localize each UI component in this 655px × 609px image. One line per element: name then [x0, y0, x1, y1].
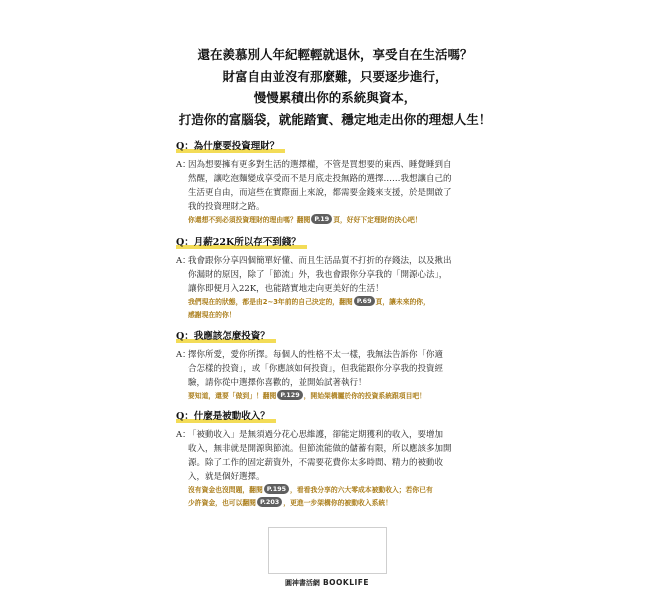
note-text: 少許資金，也可以翻閱 [188, 499, 256, 507]
answer-mark: A： [176, 160, 191, 170]
answer [176, 254, 476, 322]
page-reference-note [188, 484, 476, 497]
intro-line: 還在羨慕別人年紀輕輕就退休，享受自在生活嗎？ [197, 47, 473, 62]
answer-body [188, 348, 476, 403]
answer-line: 「被動收入」是無須過分花心思維護，卻能定期獲利的收入，要增加 [188, 430, 444, 440]
note-text: 我們現在的狀態，都是由2~3年前的自己決定的，翻閱 [188, 298, 353, 306]
note-text: ，開始架構屬於你的投資系統跟項目吧！ [303, 392, 426, 400]
answer-body [188, 254, 476, 322]
answer-line: 收入，無非就是開源與節流。但節流能做的儲蓄有限，所以應該多加開 [188, 444, 452, 454]
qa-block-4 [176, 404, 476, 510]
note-text: 你還想不到必須投資理財的理由嗎？翻閱 [188, 216, 311, 224]
publisher-name: 圓神書活網 [284, 579, 320, 587]
intro-line: 慢慢累積出你的系統與資本， [253, 90, 417, 105]
page-tag: P.19 [311, 214, 332, 224]
answer-line: 源。除了工作的固定薪資外，不需要花費你太多時間、精力的被動收 [188, 458, 444, 468]
note-text: 頁，好好下定理財的決心吧！ [333, 216, 422, 224]
answer [176, 158, 476, 227]
page-reference-note [188, 296, 476, 309]
question-heading: Q：什麼是被動收入？ [176, 410, 276, 423]
intro-heading [150, 44, 520, 130]
answer-line: 合怎樣的投資」，或「你應該如何投資」，但我能跟你分享我的投資經 [188, 364, 444, 374]
question-heading: Q：月薪22K所以存不到錢？ [176, 236, 307, 249]
answer [176, 348, 476, 403]
answer-line: 生活更自由，而這些在實際面上來說，都需要金錢來支援，於是開啟了 [188, 188, 452, 198]
answer-body [188, 428, 476, 510]
answer-line: 然醒，讓吃泡麵變成享受而不是月底走投無路的選擇……我想讓自己的 [188, 174, 452, 184]
answer-line: 我會跟你分享四個簡單好懂、而且生活品質不打折的存錢法，以及揪出 [188, 256, 452, 266]
answer-line: 因為想要擁有更多對生活的選擇權，不管是買想要的東西、睡覺睡到自 [188, 160, 452, 170]
note-text: 要知道，還要「做到」！翻閱 [188, 392, 277, 400]
question-heading: Q：我應該怎麼投資？ [176, 330, 276, 343]
page-tag: P.203 [257, 497, 282, 507]
note-text: ，看看我分享的六大零成本被動收入；若你已有 [290, 486, 433, 494]
note-text: 頁，讓未來的你， [375, 298, 430, 306]
qa-block-3 [176, 324, 476, 403]
note-text: 沒有資金也沒問題，翻閱 [188, 486, 263, 494]
answer-mark: A： [176, 350, 191, 360]
publisher-footer [252, 578, 402, 588]
booklife-logo: BOOKLIFE [322, 578, 370, 587]
answer-line: 我的投資理財之路。 [188, 202, 265, 212]
question-heading: Q：為什麼要投資理財？ [176, 140, 285, 153]
qa-block-1 [176, 134, 476, 227]
answer-line: 入，就是個好選擇。 [188, 472, 265, 482]
page-reference-note [188, 390, 476, 403]
page-reference-note [188, 214, 476, 227]
page-tag: P.195 [264, 484, 289, 494]
answer-body [188, 158, 476, 227]
answer-line: 讓你即便月入22K，也能踏實地走向更美好的生活！ [188, 284, 384, 294]
page-reference-note [188, 309, 476, 322]
note-text: ，更進一步架構你的被動收入系統！ [283, 499, 392, 507]
page-tag: P.129 [277, 390, 302, 400]
intro-line: 財富自由並沒有那麼難，只要逐步進行， [222, 68, 448, 84]
answer-mark: A： [176, 430, 191, 440]
answer [176, 428, 476, 510]
note-text: 感謝現在的你！ [188, 311, 236, 319]
answer-mark: A： [176, 256, 191, 266]
intro-line: 打造你的富腦袋，就能踏實、穩定地走出你的理想人生！ [178, 111, 492, 127]
qa-block-2 [176, 230, 476, 322]
image-placeholder-box [268, 527, 387, 574]
answer-line: 你漏財的原因，除了「節流」外，我也會跟你分享我的「開源心法」， [188, 270, 448, 280]
page-reference-note [188, 497, 476, 510]
page-tag: P.69 [354, 296, 375, 306]
answer-line: 擇你所愛，愛你所擇。每個人的性格不太一樣，我無法告訴你「你適 [188, 350, 444, 360]
answer-line: 驗，請你從中選擇你喜歡的，並開始試著執行！ [188, 378, 367, 388]
